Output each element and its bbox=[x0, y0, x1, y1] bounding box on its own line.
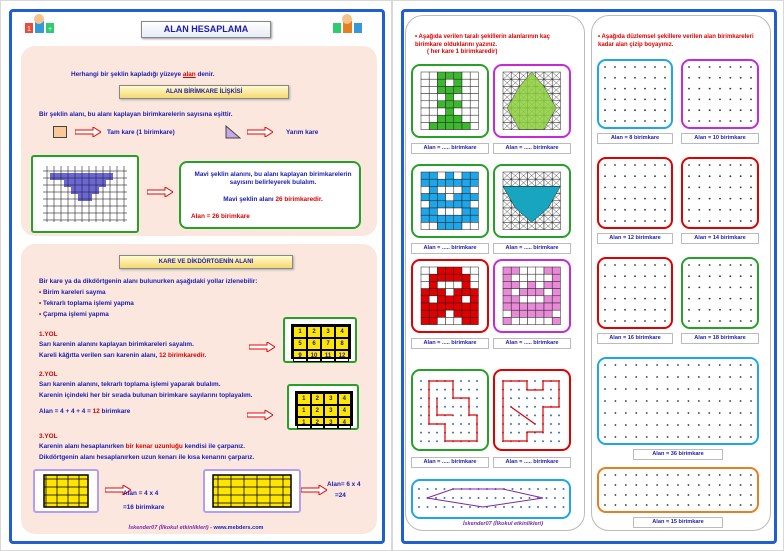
intro-text: Herhangi bir şeklin kapladığı yüzeye alan denir. bbox=[71, 71, 215, 78]
target-area-label: Alan = 18 birimkare bbox=[681, 333, 759, 344]
dot-grid bbox=[413, 481, 569, 517]
grid-cell: 4 bbox=[338, 405, 352, 417]
grid-cell: 7 bbox=[321, 338, 335, 350]
dot-grid bbox=[599, 359, 757, 443]
yol2-text: Sarı karenin alanını, tekrarlı toplama işlemi yaparak bulalım. Karenin içindeki her bir sırada bulunan birimkare sayılarını toplayalım. Alan = 4 + 4 + 4 = 12 birimkare bbox=[39, 381, 253, 415]
arrow-icon bbox=[247, 410, 273, 420]
yol3-rect-frame bbox=[203, 469, 301, 513]
grid-cell: 8 bbox=[335, 338, 349, 350]
yol1-grid bbox=[291, 324, 351, 359]
unit-square-icon bbox=[53, 126, 67, 138]
shape-card bbox=[411, 164, 489, 238]
grid-cell: 5 bbox=[293, 338, 307, 350]
grid-cell: 2 bbox=[311, 393, 325, 405]
arrow-icon bbox=[301, 485, 327, 495]
yol2-grid-frame bbox=[287, 384, 359, 430]
grid-cell: 1 bbox=[297, 405, 311, 417]
grid-cell: 10 bbox=[307, 350, 321, 362]
grid-cell: 1 bbox=[297, 417, 311, 429]
arrow-icon bbox=[247, 127, 273, 137]
shaded-shape bbox=[495, 166, 569, 236]
methods-intro: Bir kare ya da dikdörtgenin alanı bulunurken aşağıdaki yollar izlenebilir: bbox=[39, 278, 258, 285]
grid-cell: 2 bbox=[307, 326, 321, 338]
target-area-label: Alan = 14 birimkare bbox=[681, 233, 759, 244]
shaded-shape bbox=[413, 371, 487, 449]
grid-cell: 4 bbox=[335, 326, 349, 338]
shaded-shape bbox=[413, 166, 487, 236]
grid-cell: 1 bbox=[297, 393, 311, 405]
target-area-label: Alan = 8 birimkare bbox=[597, 133, 673, 144]
answer-label: Alan = ..... birimkare bbox=[411, 143, 489, 154]
dot-grid-card[interactable] bbox=[597, 357, 759, 445]
grid-cell: 3 bbox=[324, 417, 338, 429]
blue-shape-grid bbox=[33, 157, 137, 231]
exercise2-instruction: • Aşağıda düzlemsel şekillere verilen alan birimkareleri kadar alan çizip boyayınız. bbox=[598, 34, 754, 48]
page-title: ALAN HESAPLAMA bbox=[141, 21, 271, 38]
grid-cell: 4 bbox=[338, 417, 352, 429]
method-list bbox=[39, 289, 134, 319]
arrow-icon bbox=[147, 187, 173, 197]
yol1-grid-frame bbox=[283, 317, 357, 363]
exercise1-instruction: • Aşağıda verilen taralı şekillerin alanlarının kaç birimkare olduklarını yazınız. ( her kare 1 birimkaredir) bbox=[415, 34, 550, 55]
yellow-4x4-grid bbox=[35, 471, 97, 511]
list-item: • Çarpma işlemi yapma bbox=[39, 311, 109, 318]
target-area-label: Alan = 15 birimkare bbox=[633, 517, 723, 528]
dot-grid-card[interactable] bbox=[681, 257, 759, 329]
yellow-6x4-grid bbox=[205, 471, 299, 511]
grid-cell: 1 bbox=[293, 326, 307, 338]
section-title-square-rectangle: KARE VE DİKDÖRTGENİN ALANI bbox=[119, 255, 293, 269]
half-square-icon bbox=[225, 125, 241, 139]
dot-grid bbox=[683, 159, 757, 227]
grid-cell: 11 bbox=[321, 350, 335, 362]
dot-grid-card[interactable] bbox=[597, 257, 673, 329]
shape-card bbox=[411, 259, 489, 333]
dot-grid bbox=[683, 61, 757, 127]
yol2-grid bbox=[295, 391, 353, 426]
dot-line-card bbox=[411, 479, 571, 519]
dot-grid-card[interactable] bbox=[597, 157, 673, 229]
target-area-label: Alan = 16 birimkare bbox=[597, 333, 673, 344]
dot-grid-card[interactable] bbox=[681, 157, 759, 229]
dot-grid bbox=[599, 159, 671, 227]
list-item: • Tekrarlı toplama işlemi yapma bbox=[39, 300, 134, 307]
shaded-shape bbox=[413, 261, 487, 331]
eq1: Alan = 4 x 4 =16 birimkare bbox=[123, 490, 165, 511]
list-item: • Birim kareleri sayma bbox=[39, 289, 106, 296]
answer-label: Alan = ..... birimkare bbox=[411, 457, 489, 468]
arrow-icon bbox=[75, 127, 101, 137]
answer-label: Alan = ..... birimkare bbox=[411, 243, 489, 254]
grid-cell: 3 bbox=[324, 393, 338, 405]
dot-grid bbox=[599, 469, 757, 511]
shaded-shape bbox=[413, 66, 487, 136]
grid-cell: 9 bbox=[293, 350, 307, 362]
shape-card bbox=[493, 64, 571, 138]
right-page bbox=[392, 0, 784, 551]
shaded-shape bbox=[495, 371, 569, 449]
yol1-text: Sarı karenin alanını kaplayan birimkareleri sayalım. Kareli kâğıtta verilen sarı karenin alanı, 12 birimkaredir. bbox=[39, 341, 207, 359]
grid-cell: 3 bbox=[324, 405, 338, 417]
answer-label: Alan = ..... birimkare bbox=[493, 143, 571, 154]
answer-label: Alan = ..... birimkare bbox=[493, 338, 571, 349]
left-footer: İskender07 (İlkokul etkinlikleri) - www.mebders.com bbox=[128, 525, 264, 531]
definition-text: Bir şeklin alanı, bu alanı kaplayan birimkarelerin sayısına eşittir. bbox=[39, 111, 233, 118]
dot-grid-card[interactable] bbox=[681, 59, 759, 129]
blue-shape-explanation bbox=[179, 161, 361, 229]
arrow-icon bbox=[249, 342, 275, 352]
right-footer: İskender07 (İlkokul etkinlikleri) bbox=[462, 521, 544, 527]
dot-grid bbox=[683, 259, 757, 327]
target-area-label: Alan = 10 birimkare bbox=[681, 133, 759, 144]
yol3-text: Karenin alanı hesaplanırken bir kenar uzunluğu kendisi ile çarpanız. Dikdörtgenin alanı hesaplanırken uzun kenarı ile kısa kenarını çarparız. bbox=[39, 443, 255, 461]
shape-card bbox=[493, 259, 571, 333]
grid-cell: 3 bbox=[321, 326, 335, 338]
kids-numbers-icon bbox=[23, 13, 63, 41]
kids-numbers-icon bbox=[331, 13, 371, 41]
blue-text: Mavi şeklin alanını, bu alanı kaplayan birimkarelerin sayısını belirleyerek bulalım. bbox=[194, 171, 352, 186]
yol1-title: 1.YOL bbox=[39, 331, 58, 338]
grid-cell: 6 bbox=[307, 338, 321, 350]
grid-cell: 2 bbox=[311, 405, 325, 417]
target-area-label: Alan = 12 birimkare bbox=[597, 233, 673, 244]
half-square-label: Yarım kare bbox=[286, 129, 319, 136]
shape-card bbox=[411, 369, 489, 451]
grid-cell: 4 bbox=[338, 393, 352, 405]
grid-cell: 2 bbox=[311, 417, 325, 429]
shape-card bbox=[411, 64, 489, 138]
blue-text-result: Mavi şeklin alanı 26 birimkaredir. bbox=[223, 196, 323, 203]
answer-label: Alan = ..... birimkare bbox=[493, 243, 571, 254]
shaded-shape bbox=[495, 66, 569, 136]
shaded-shape bbox=[495, 261, 569, 331]
blue-shape-frame bbox=[31, 155, 139, 233]
yol3-square-frame bbox=[33, 469, 99, 513]
yol3-title: 3.YOL bbox=[39, 433, 58, 440]
shape-card bbox=[493, 369, 571, 451]
answer-label: Alan = ..... birimkare bbox=[493, 457, 571, 468]
yol2-title: 2.YOL bbox=[39, 371, 58, 378]
answer-label: Alan = ..... birimkare bbox=[411, 338, 489, 349]
blue-answer: Alan = 26 birimkare bbox=[191, 213, 250, 220]
section-title-area-unit: ALAN BİRİMKARE İLİŞKİSİ bbox=[119, 85, 289, 99]
shape-card bbox=[493, 164, 571, 238]
dot-grid-card[interactable] bbox=[597, 467, 759, 513]
target-area-label: Alan = 36 birimkare bbox=[633, 449, 723, 460]
dot-grid bbox=[599, 259, 671, 327]
dot-grid bbox=[599, 61, 671, 127]
svg-text:1: 1 bbox=[27, 26, 31, 33]
eq2: Alan= 6 x 4 =24 bbox=[327, 481, 361, 499]
dot-grid-card[interactable] bbox=[597, 59, 673, 129]
unit-square-label: Tam kare (1 birimkare) bbox=[107, 129, 175, 136]
grid-cell: 12 bbox=[335, 350, 349, 362]
svg-text:+: + bbox=[48, 26, 53, 33]
